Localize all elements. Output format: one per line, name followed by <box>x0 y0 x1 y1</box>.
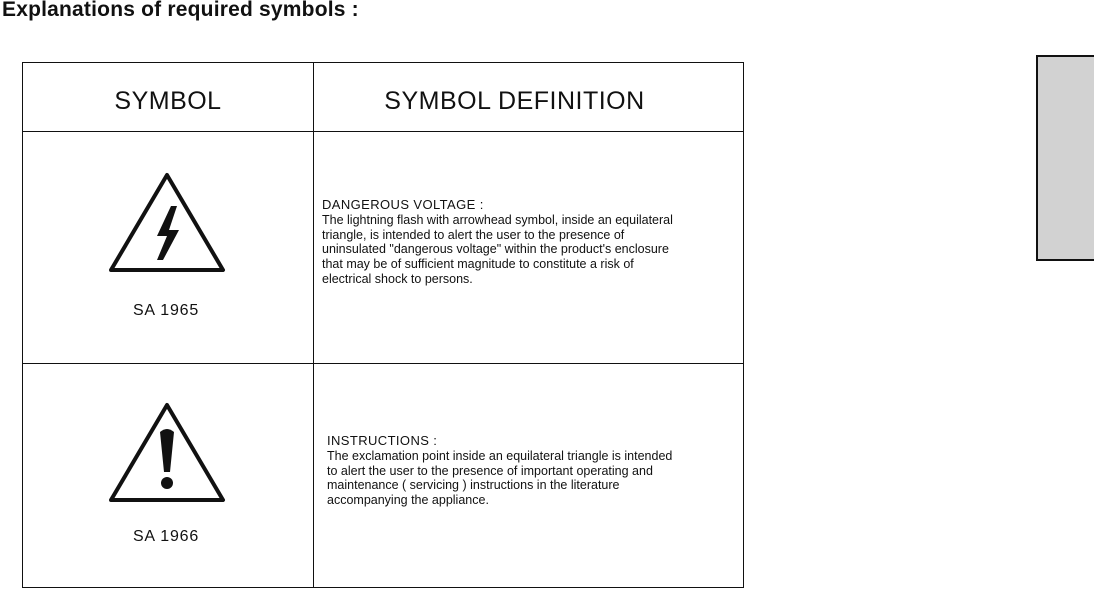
header-definition-label: SYMBOL DEFINITION <box>384 87 645 115</box>
header-cell-symbol <box>23 63 313 131</box>
table-row <box>23 131 743 364</box>
definition-line: The exclamation point inside an equilateral triangle is intended <box>327 448 673 463</box>
definition-cell <box>314 364 743 588</box>
definition-line: to alert the user to the presence of important operating and <box>327 463 653 478</box>
definition-line: that may be of sufficient magnitude to constitute a risk of <box>322 257 634 272</box>
definition-cell <box>314 132 743 364</box>
symbol-cell <box>23 364 313 588</box>
symbol-table <box>22 62 744 588</box>
page-title: Explanations of required symbols : <box>2 0 359 21</box>
definition-line: electrical shock to persons. <box>322 271 473 286</box>
table-row <box>23 363 743 588</box>
table-header-row <box>23 63 743 131</box>
definition-block <box>327 434 743 508</box>
definition-block <box>322 198 742 287</box>
symbol-code: SA 1965 <box>132 302 200 319</box>
side-tab-marker <box>1036 55 1094 261</box>
exclamation-warning-triangle-icon <box>105 398 229 508</box>
symbol-cell <box>23 132 313 364</box>
definition-line: uninsulated "dangerous voltage" within the product's enclosure <box>322 242 669 257</box>
definition-line: triangle, is intended to alert the user to the presence of <box>322 227 625 242</box>
symbol-code: SA 1966 <box>132 528 200 545</box>
definition-line: The lightning flash with arrowhead symbol, inside an equilateral <box>322 212 673 227</box>
definition-line: maintenance ( servicing ) instructions in the literature <box>327 478 620 493</box>
lightning-warning-triangle-icon <box>105 168 229 278</box>
header-symbol-label: SYMBOL <box>114 87 222 115</box>
definition-title: INSTRUCTIONS : <box>327 433 438 448</box>
definition-title: DANGEROUS VOLTAGE : <box>322 197 484 212</box>
header-cell-definition <box>314 63 743 131</box>
definition-line: accompanying the appliance. <box>327 493 489 508</box>
